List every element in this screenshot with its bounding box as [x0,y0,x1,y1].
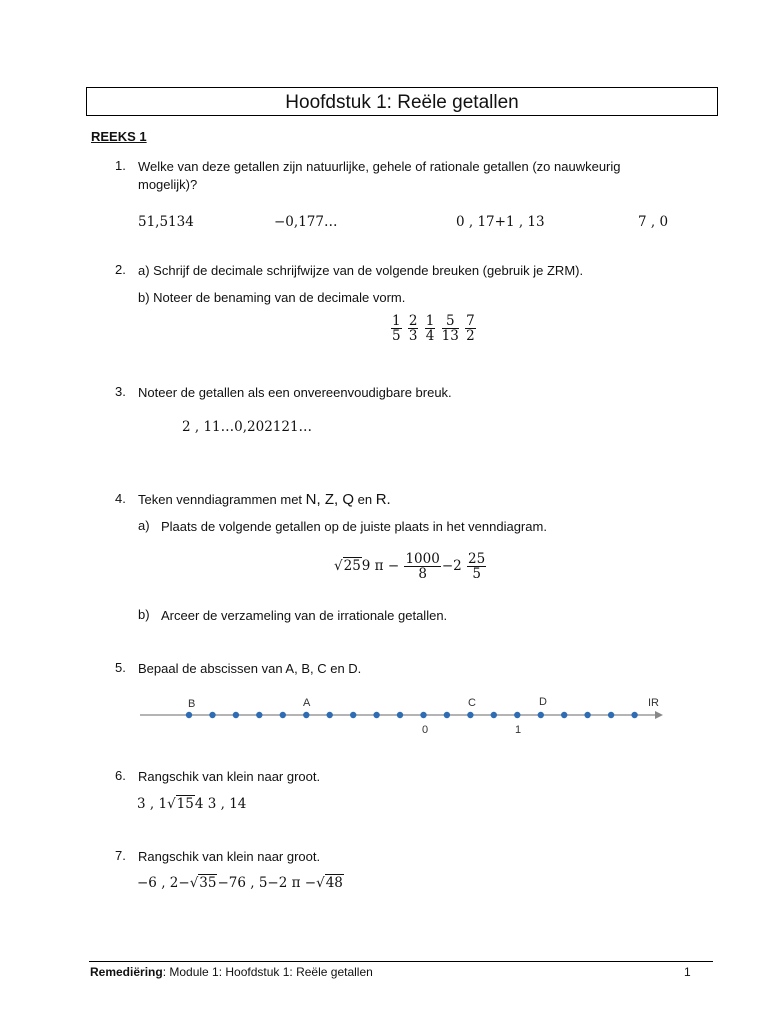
number-line-dot [303,712,309,718]
number-line-dot [561,712,567,718]
reeks-heading: REEKS 1 [91,129,147,144]
number-line-dot [491,712,497,718]
sqrt-symbol: √48 [316,875,343,891]
number-line-dot [186,712,192,718]
q3-expression: 2 , 11…0,202121… [182,419,313,435]
q4a-label: a) [138,518,150,533]
q5-text: Bepaal de abscissen van A, B, C en D. [138,661,362,676]
label-C: C [468,697,476,709]
q2-number: 2. [115,262,126,277]
number-line-dot [514,712,520,718]
number-line-dot [608,712,614,718]
q4-text: Teken venndiagrammen met N, Z, Q en R. [138,491,391,508]
fraction: $\frac{2}{3}$ [408,313,418,344]
arrow-head-icon [655,711,663,719]
label-one: 1 [515,724,522,736]
sqrt-symbol: √35 [189,875,217,891]
label-IR: IR [648,697,659,709]
fraction: $\frac{1}{4}$ [425,313,435,344]
q7-text: Rangschik van klein naar groot. [138,849,321,864]
q1-value-1: 51,5134 [138,214,194,230]
q3-text: Noteer de getallen als een onvereenvoudigbare breuk. [138,385,452,400]
label-zero: 0 [422,724,429,736]
fraction: $\frac{7}{2}$ [466,313,475,344]
number-line-dot [444,712,450,718]
q2-part-a: a) Schrijf de decimale schrijfwijze van de volgende breuken (gebruik je ZRM). [138,263,584,278]
fraction: $\frac{5}{13}$ [441,313,459,344]
number-line-dot [584,712,590,718]
footer-text: Remediëring: Module 1: Hoofdstuk 1: Reële getallen [90,965,373,979]
page-number: 1 [684,965,691,979]
fraction: $\frac{1000}{8}$ [405,551,440,582]
q2-part-b: b) Noteer de benaming van de decimale vorm. [138,290,406,305]
fraction: $\frac{1}{5}$ [392,313,401,344]
q3-number: 3. [115,384,126,399]
page-title: Hoofdstuk 1: Reële getallen [86,87,718,116]
q1-line2: mogelijk)? [138,177,198,192]
number-line-dot [373,712,379,718]
number-line-dot [350,712,356,718]
q6-text: Rangschik van klein naar groot. [138,769,321,784]
number-line-dot [397,712,403,718]
q6-number: 6. [115,768,126,783]
q7-number: 7. [115,848,126,863]
q1-value-3: 0 , 17+1 , 13 [456,214,545,230]
q6-expression: 3 , 1√154 3 , 14 [137,796,247,812]
number-line-dot [327,712,333,718]
q4a-text: Plaats de volgende getallen op de juiste plaats in het venndiagram. [161,519,547,534]
q5-number: 5. [115,660,126,675]
number-line-dot [233,712,239,718]
q1-value-2: −0,177… [274,214,338,230]
q4b-label: b) [138,607,150,622]
number-line-dot [256,712,262,718]
number-line-dot [538,712,544,718]
number-line-dot [420,712,426,718]
q1-line1: Welke van deze getallen zijn natuurlijke, gehele of rationale getallen (zo nauwkeurig [138,159,621,174]
label-B: B [188,698,196,710]
label-D: D [539,696,547,708]
q4b-text: Arceer de verzameling van de irrationale getallen. [161,608,448,623]
q2-fractions [390,314,477,343]
q1-number: 1. [115,158,126,173]
number-line-dot [467,712,473,718]
q1-value-4: 7 , 0 [638,214,669,230]
q4-expression: √259 π − $\frac{1000}{8}$ −2 $\frac{25}{5}$ [334,551,486,582]
number-line [135,690,670,740]
number-line-dot [209,712,215,718]
number-line-dot [631,712,637,718]
sqrt-symbol: √25 [334,558,361,574]
fraction: $\frac{25}{5}$ [468,551,486,582]
footer-divider [89,961,713,962]
number-line-dot [280,712,286,718]
label-A: A [303,697,311,709]
q4-number: 4. [115,491,126,506]
sqrt-symbol: √15 [167,796,194,812]
q7-expression: −6 , 2−√35−76 , 5−2 π −√48 [137,875,343,891]
